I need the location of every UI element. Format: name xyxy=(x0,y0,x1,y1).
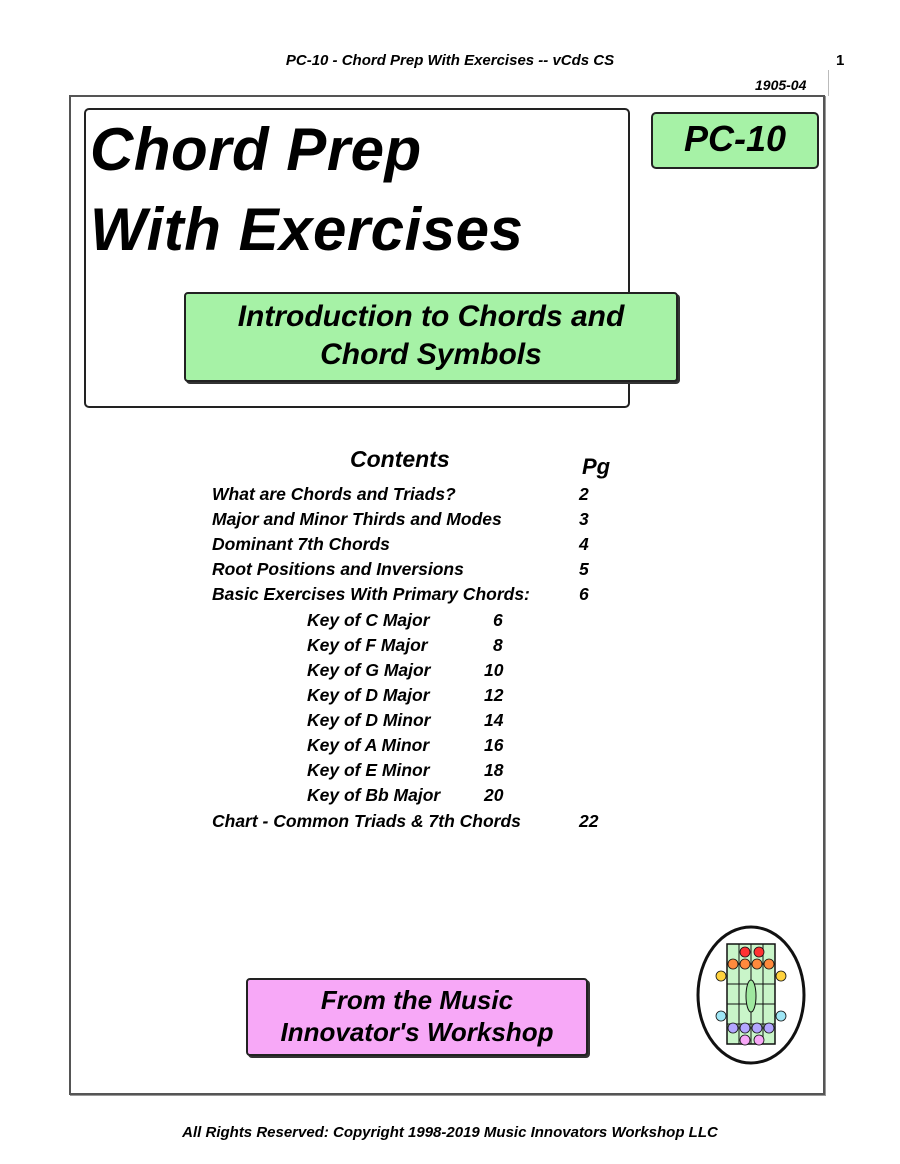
title-line-2: With Exercises xyxy=(90,196,524,263)
toc-item-label: Root Positions and Inversions xyxy=(212,559,464,579)
toc-subitem-page: 6 xyxy=(493,610,503,630)
workshop-line-2: Innovator's Workshop xyxy=(280,1017,554,1047)
header-doc-code: 1905-04 xyxy=(755,77,807,93)
toc-subitem-label: Key of D Major xyxy=(307,685,430,705)
header-divider xyxy=(828,70,829,96)
subtitle-box xyxy=(184,292,678,382)
subtitle-line-2: Chord Symbols xyxy=(320,338,542,371)
toc-subitem-label: Key of Bb Major xyxy=(307,785,441,805)
toc-item-label: What are Chords and Triads? xyxy=(212,484,456,504)
header-page-number: 1 xyxy=(836,52,845,69)
subtitle-line-1: Introduction to Chords and xyxy=(237,300,625,333)
toc-subitem-page: 14 xyxy=(484,710,504,730)
workshop-box xyxy=(246,978,588,1056)
toc-item-label: Chart - Common Triads & 7th Chords xyxy=(212,811,521,831)
page-column-heading: Pg xyxy=(582,454,611,479)
toc-subitem-page: 20 xyxy=(484,785,504,805)
toc-subitem-label: Key of F Major xyxy=(307,635,428,655)
toc-item-label: Major and Minor Thirds and Modes xyxy=(212,509,502,529)
toc-subitem-page: 12 xyxy=(484,685,504,705)
contents-heading: Contents xyxy=(350,446,450,472)
toc-item-page: 2 xyxy=(579,484,589,504)
toc-item-page: 5 xyxy=(579,559,589,579)
toc-item-label: Dominant 7th Chords xyxy=(212,534,390,554)
toc-item-label: Basic Exercises With Primary Chords: xyxy=(212,584,530,604)
workshop-line-1: From the Music xyxy=(320,985,514,1015)
code-badge: PC-10 xyxy=(651,112,819,169)
copyright-footer: All Rights Reserved: Copyright 1998-2019 Music Innovators Workshop LLC xyxy=(182,1124,718,1141)
toc-item-page: 4 xyxy=(579,534,589,554)
toc-subitem-label: Key of E Minor xyxy=(307,760,430,780)
toc-item-page: 6 xyxy=(579,584,589,604)
fretboard-logo-icon xyxy=(695,924,807,1066)
toc-item-page: 3 xyxy=(579,509,589,529)
toc-item-page: 22 xyxy=(579,811,599,831)
toc-subitem-label: Key of A Minor xyxy=(307,735,430,755)
toc-subitem-page: 16 xyxy=(484,735,504,755)
header-title: PC-10 - Chord Prep With Exercises -- vCds CS xyxy=(285,52,615,69)
toc-subitem-page: 8 xyxy=(493,635,503,655)
toc-subitem-label: Key of D Minor xyxy=(307,710,431,730)
title-line-1: Chord Prep xyxy=(90,116,422,183)
toc-subitem-page: 10 xyxy=(484,660,504,680)
toc-subitem-label: Key of C Major xyxy=(307,610,430,630)
toc-subitem-page: 18 xyxy=(484,760,504,780)
toc-subitem-label: Key of G Major xyxy=(307,660,431,680)
